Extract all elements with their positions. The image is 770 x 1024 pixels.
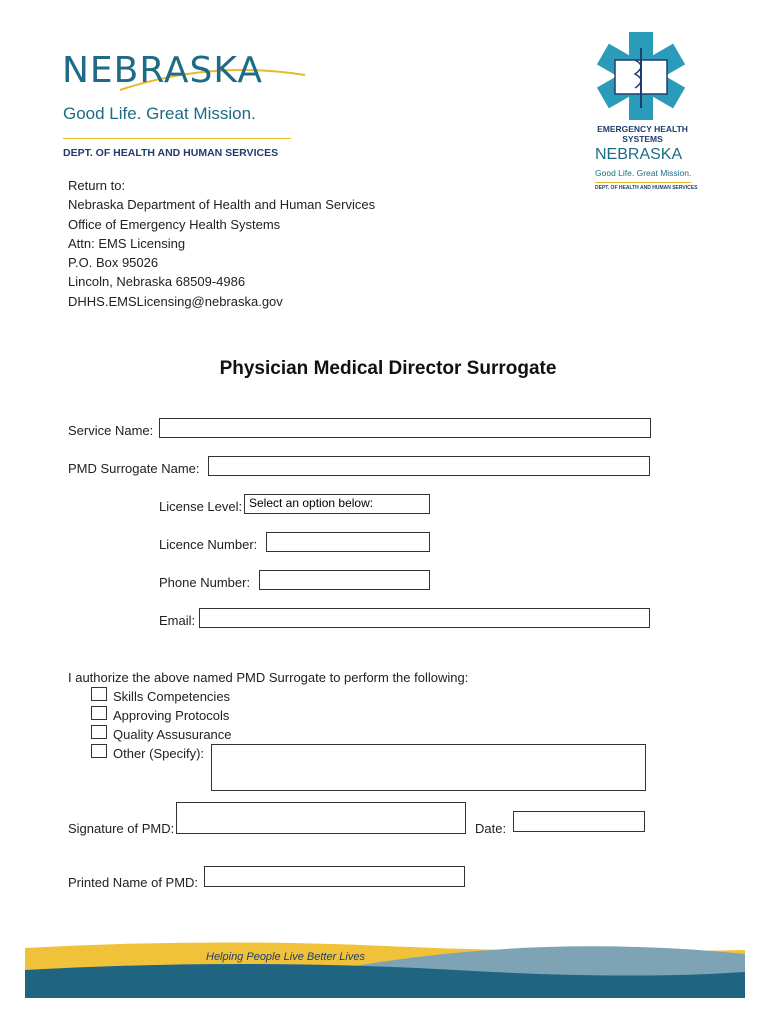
logo-tagline: Good Life. Great Mission. bbox=[63, 104, 256, 123]
return-line: Lincoln, Nebraska 68509-4986 bbox=[68, 274, 246, 290]
pmd-surrogate-input[interactable] bbox=[208, 456, 650, 476]
ehs-divider bbox=[595, 182, 691, 183]
return-line: Nebraska Department of Health and Human Services bbox=[68, 197, 376, 213]
pmd-surrogate-label: PMD Surrogate Name: bbox=[68, 461, 200, 476]
approving-protocols-checkbox[interactable] bbox=[91, 706, 107, 720]
phone-number-label: Phone Number: bbox=[159, 575, 251, 590]
service-name-label: Service Name: bbox=[68, 423, 154, 438]
other-label: Other (Specify): bbox=[113, 746, 205, 761]
printed-name-label: Printed Name of PMD: bbox=[68, 875, 199, 890]
authorize-text: I authorize the above named PMD Surrogate to perform the following: bbox=[68, 670, 469, 685]
quality-assurance-checkbox[interactable] bbox=[91, 725, 107, 739]
licence-number-label: Licence Number: bbox=[159, 537, 258, 552]
license-level-select[interactable]: Select an option below: bbox=[244, 494, 430, 514]
ehs-dept: DEPT. OF HEALTH AND HUMAN SERVICES bbox=[595, 185, 698, 191]
service-name-input[interactable] bbox=[159, 418, 651, 438]
ehs-tagline: Good Life. Great Mission. bbox=[595, 168, 692, 178]
return-line: Return to: bbox=[68, 178, 126, 193]
footer-wave-icon bbox=[25, 940, 745, 998]
footer-tagline: Helping People Live Better Lives bbox=[206, 951, 365, 963]
return-line: Office of Emergency Health Systems bbox=[68, 216, 281, 232]
quality-assurance-label: Quality Assusurance bbox=[113, 727, 232, 742]
ehs-title-line2: SYSTEMS bbox=[622, 134, 663, 144]
other-specify-textarea[interactable] bbox=[211, 744, 646, 791]
logo-dept: DEPT. OF HEALTH AND HUMAN SERVICES bbox=[63, 147, 279, 159]
return-line: Attn: EMS Licensing bbox=[68, 235, 186, 251]
date-label: Date: bbox=[475, 821, 507, 836]
return-address bbox=[68, 176, 375, 311]
return-email: DHHS.EMSLicensing@nebraska.gov bbox=[68, 293, 283, 309]
form-title: Physician Medical Director Surrogate bbox=[219, 358, 557, 379]
logo-divider bbox=[63, 138, 291, 139]
star-of-life-icon bbox=[595, 30, 687, 122]
phone-number-input[interactable] bbox=[259, 570, 430, 590]
ehs-title-line1: EMERGENCY HEALTH bbox=[597, 124, 688, 134]
nebraska-dhhs-logo bbox=[60, 50, 310, 165]
other-checkbox[interactable] bbox=[91, 744, 107, 758]
footer-banner bbox=[25, 940, 745, 998]
ehs-nebraska: NEBRASKA bbox=[595, 146, 683, 163]
approving-protocols-label: Approving Protocols bbox=[113, 708, 230, 723]
skills-competencies-checkbox[interactable] bbox=[91, 687, 107, 701]
licence-number-input[interactable] bbox=[266, 532, 430, 552]
date-input[interactable] bbox=[513, 811, 645, 832]
email-label: Email: bbox=[159, 613, 196, 628]
signature-label: Signature of PMD: bbox=[68, 821, 175, 836]
printed-name-input[interactable] bbox=[204, 866, 465, 887]
return-line: P.O. Box 95026 bbox=[68, 255, 159, 271]
email-input[interactable] bbox=[199, 608, 650, 628]
skills-competencies-label: Skills Competencies bbox=[113, 689, 231, 704]
ehs-logo bbox=[585, 28, 700, 198]
logo-title: NEBRASKA bbox=[62, 50, 264, 91]
signature-input[interactable] bbox=[176, 802, 466, 834]
license-level-label: License Level: bbox=[159, 499, 243, 514]
